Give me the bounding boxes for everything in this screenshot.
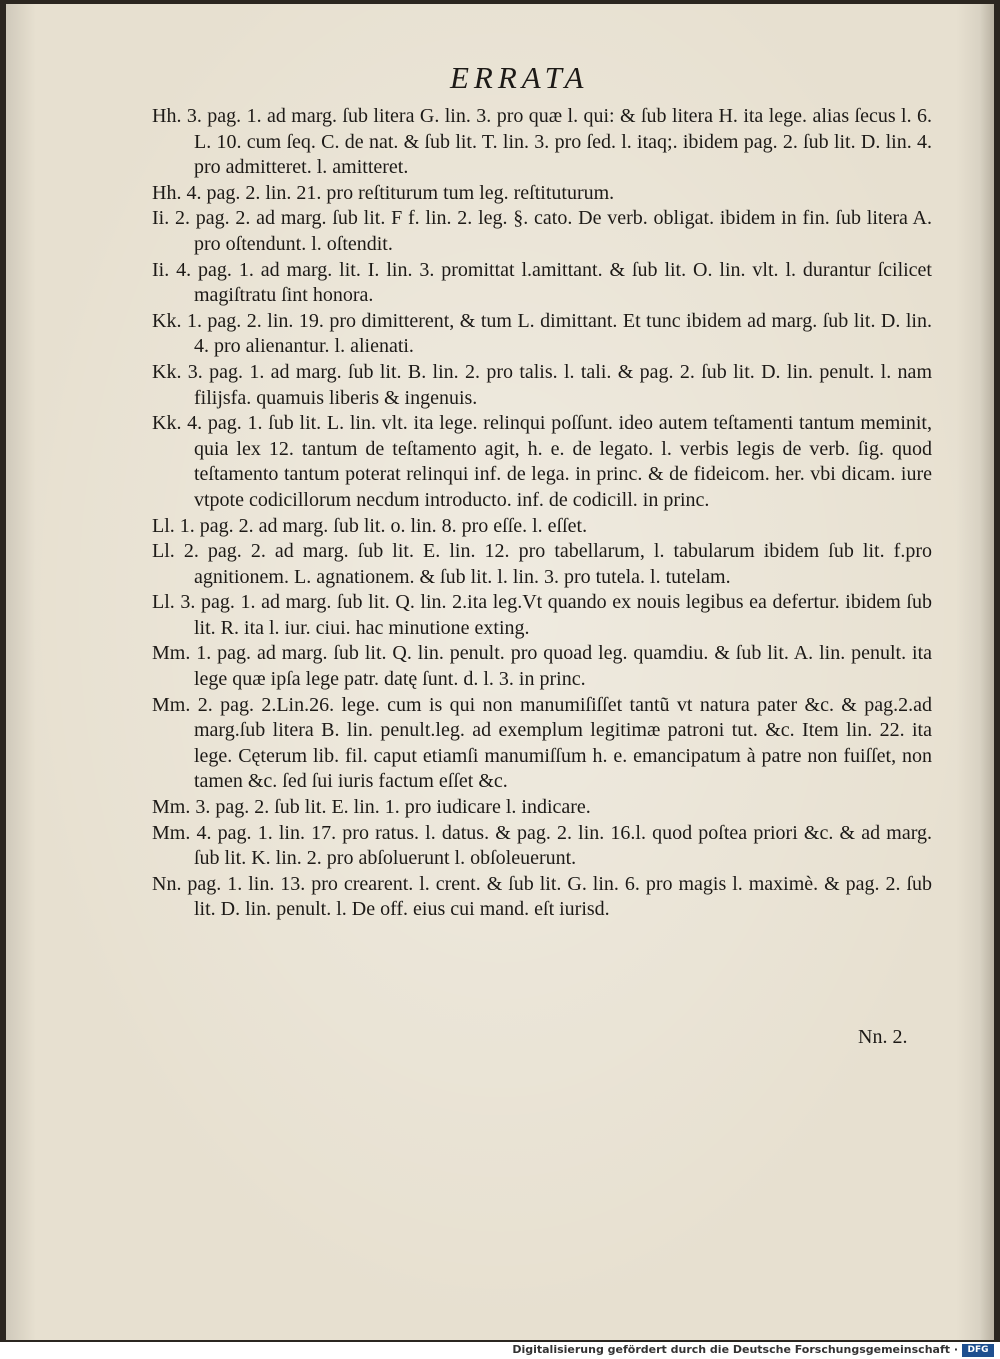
errata-entry-mm1: Mm. 1. pag. ad marg. ſub lit. Q. lin. penult. pro quoad leg. quamdiu. & ſub lit. A. lin. penult. ita lege quæ ipſa lege patr. datę ſunt. d. l. 3. in princ. <box>152 642 932 691</box>
errata-heading: ERRATA <box>450 60 589 95</box>
errata-entry-hh4: Hh. 4. pag. 2. lin. 21. pro reſtiturum tum leg. reſtituturum. <box>152 181 615 204</box>
dfg-logo: DFG <box>962 1344 994 1357</box>
errata-entry-kk1: Kk. 1. pag. 2. lin. 19. pro dimitterent, & tum L. dimittant. Et tunc ibidem ad marg. ſub lit. D. lin. 4. pro alienantur. l. alienati. <box>152 309 932 358</box>
funding-notice: Digitalisierung gefördert durch die Deutsche Forschungsgemeinschaft · <box>512 1343 958 1356</box>
errata-entry-kk3: Kk. 3. pag. 1. ad marg. ſub lit. B. lin. 2. pro talis. l. tali. & pag. 2. ſub lit. D. lin. penult. l. nam filijsfa. quamuis liberis & ingenuis. <box>152 360 932 409</box>
errata-entry-ii2: Ii. 2. pag. 2. ad marg. ſub lit. F f. lin. 2. leg. §. cato. De verb. obligat. ibidem in fin. ſub litera A. pro oſtendunt. l. oſtendit. <box>152 207 932 255</box>
errata-entry-ll2: Ll. 2. pag. 2. ad marg. ſub lit. E. lin. 12. pro tabellarum, l. tabularum ibidem ſub lit. f.pro agnitionem. L. agnationem. & ſub lit. l. lin. 3. pro tutela. l. tutelam. <box>152 540 932 588</box>
errata-entry-nn: Nn. pag. 1. lin. 13. pro crearent. l. crent. & ſub lit. G. lin. 6. pro magis l. maximè. & pag. 2. ſub lit. D. lin. penult. l. De off. eius cui mand. eſt iurisd. <box>152 872 932 921</box>
errata-entry-ii4: Ii. 4. pag. 1. ad marg. lit. I. lin. 3. promittat l.amittant. & ſub lit. O. lin. vlt. l. durantur ſcilicet magiſtratu ſint honora. <box>152 258 932 307</box>
errata-entry-mm3: Mm. 3. pag. 2. ſub lit. E. lin. 1. pro iudicare l. indicare. <box>152 796 591 819</box>
errata-entry-ll1: Ll. 1. pag. 2. ad marg. ſub lit. o. lin. 8. pro eſſe. l. eſſet. <box>152 514 588 537</box>
errata-entry-mm4: Mm. 4. pag. 1. lin. 17. pro ratus. l. datus. & pag. 2. lin. 16.l. quod poſtea priori &c. & ad marg. ſub lit. K. lin. 2. pro abſoluerunt l. obſoleuerunt. <box>152 821 932 870</box>
page-edge-shadow <box>980 4 994 1340</box>
errata-entry-mm2: Mm. 2. pag. 2.Lin.26. lege. cum is qui non manumiſiſſet tantũ vt natura pater &c. & pag.2.ad marg.ſub litera B. lin. penult.leg. ad exemplum legitimæ patroni tut. &c. Item lin. 22. ita lege. Cęterum lib. fil. caput etiamſi manumiſſum h. e. emancipatum à patre non fuiſſet, non tamen &c. ſed ſui iuris factum eſſet &c. <box>152 693 932 793</box>
errata-entry-ll3: Ll. 3. pag. 1. ad marg. ſub lit. Q. lin. 2.ita leg.Vt quando ex nouis legibus ea defertur. ibidem ſub lit. R. ita l. iur. ciui. hac minutione exting. <box>152 591 932 639</box>
catchword: Nn. 2. <box>858 1026 908 1048</box>
errata-list <box>152 104 932 923</box>
digitization-footer <box>0 1342 1000 1359</box>
errata-entry-hh3: Hh. 3. pag. 1. ad marg. ſub litera G. lin. 3. pro quæ l. qui: & ſub litera H. ita lege. alias ſecus l. 6. L. 10. cum ſeq. C. de nat. & ſub lit. T. lin. 3. pro ſed. l. itaq;. ibidem pag. 2. ſub lit. D. lin. 4. pro admitteret. l. amitteret. <box>152 105 932 179</box>
errata-entry-kk4: Kk. 4. pag. 1. ſub lit. L. lin. vlt. ita lege. relinqui poſſunt. ideo autem teſtamenti tantum meminit, quia lex 12. tantum de teſtamento agit, h. e. de legato. l. verbis legis de verb. ſig. quod teſtamento tantum poterat relinqui inf. de lega. in princ. & de fideicom. her. vbi dicam. iure vtpote codicillorum necdum introducto. inf. de codicill. in princ. <box>152 412 932 511</box>
